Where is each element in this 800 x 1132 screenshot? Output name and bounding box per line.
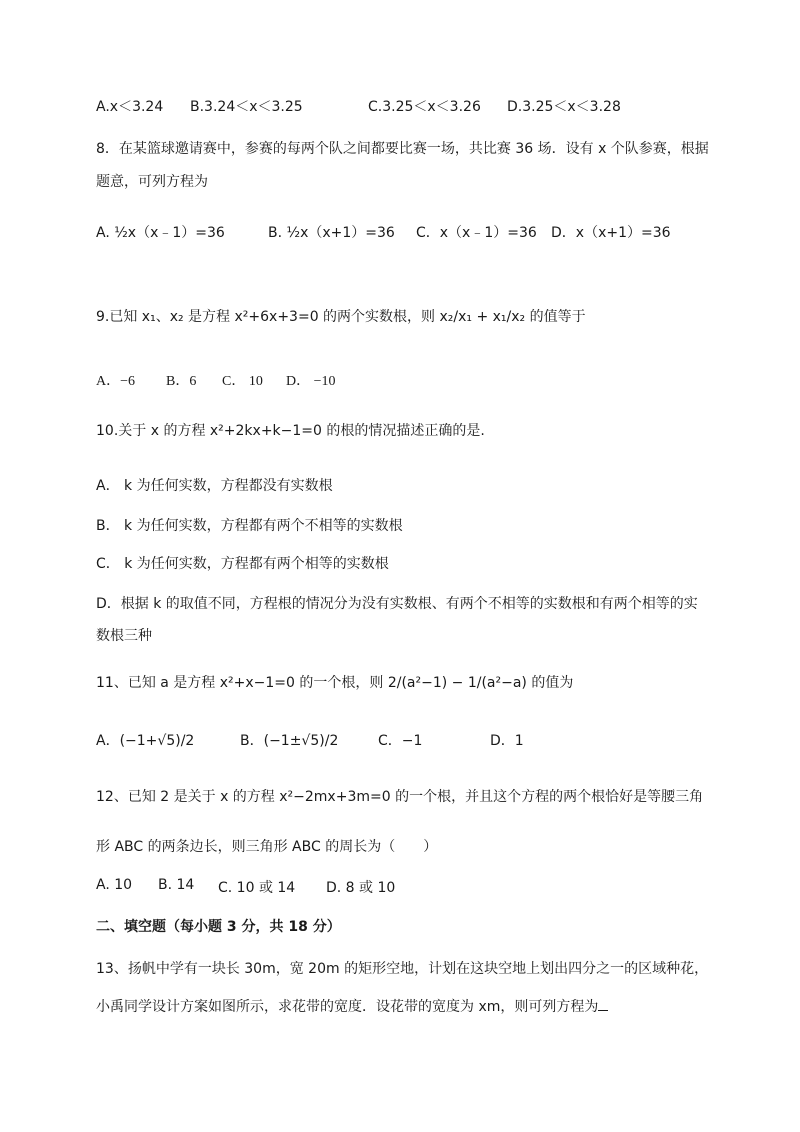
q13-line1: 13、扬帆中学有一块长 30m，宽 20m 的矩形空地，计划在这块空地上划出四分之一的区域种花， — [96, 961, 709, 977]
q13-line2-text: 小禹同学设计方案如图所示，求花带的宽度．设花带的宽度为 xm，则可列方程为 — [96, 999, 599, 1015]
q7-option-b: B.3.24＜x＜3.25 — [190, 99, 303, 115]
q8-option-c: C．x（x﹣1）=36 — [416, 225, 537, 241]
q11-option-a: A．(−1+√5)/2 — [96, 733, 195, 749]
q10-option-c: C． k 为任何实数，方程都有两个相等的实数根 — [96, 556, 389, 572]
q10-option-b: B． k 为任何实数，方程都有两个不相等的实数根 — [96, 518, 403, 534]
q9-option-a: A．−6 — [96, 374, 136, 389]
q7-option-c: C.3.25＜x＜3.26 — [368, 99, 481, 115]
q12-option-d: D. 8 或 10 — [326, 880, 396, 896]
q11-option-b: B．(−1±√5)/2 — [240, 733, 339, 749]
q12-option-b: B. 14 — [158, 877, 195, 893]
q7-option-a: A.x＜3.24 — [96, 99, 164, 115]
q12-option-a: A. 10 — [96, 877, 133, 893]
q13-line2 — [96, 996, 608, 1016]
q8-stem-line1: 8．在某篮球邀请赛中，参赛的每两个队之间都要比赛一场，共比赛 36 场．设有 x 个队参赛，根据 — [96, 141, 709, 157]
q10-option-a: A． k 为任何实数，方程都没有实数根 — [96, 478, 333, 494]
q8-stem-line2: 题意，可列方程为 — [96, 174, 208, 190]
q10-stem: 10.关于 x 的方程 x²+2kx+k−1=0 的根的情况描述正确的是. — [96, 423, 485, 439]
q12-stem-line2: 形 ABC 的两条边长，则三角形 ABC 的周长为（ ） — [96, 839, 438, 855]
q12-option-c: C. 10 或 14 — [218, 880, 296, 896]
q9-option-d: D． −10 — [286, 374, 336, 389]
q7-options — [96, 96, 716, 116]
q11-options — [96, 730, 656, 760]
q8-option-b: B. ½x（x+1）=36 — [268, 225, 395, 241]
q8-option-d: D．x（x+1）=36 — [551, 225, 671, 241]
q11-option-c: C．−1 — [378, 733, 423, 749]
q9-option-b: B．6 — [166, 374, 197, 389]
q12-options — [96, 877, 456, 897]
q9-options — [96, 370, 396, 390]
answer-blank[interactable] — [598, 1010, 608, 1011]
section-title-fill-in: 二、填空题（每小题 3 分，共 18 分） — [96, 919, 341, 935]
q10-option-d-line1: D．根据 k 的取值不同，方程根的情况分为没有实数根、有两个不相等的实数根和有两个相等的实 — [96, 596, 698, 612]
q11-option-d: D．1 — [490, 733, 524, 749]
q12-stem-line1: 12、已知 2 是关于 x 的方程 x²−2mx+3m=0 的一个根，并且这个方程的两个根恰好是等腰三角 — [96, 789, 704, 805]
q11-stem: 11、已知 a 是方程 x²+x−1=0 的一个根，则 2/(a²−1) − 1/(a²−a) 的值为 — [96, 675, 574, 691]
q8-option-a: A. ½x（x﹣1）=36 — [96, 225, 225, 241]
q7-option-d: D.3.25＜x＜3.28 — [507, 99, 621, 115]
q8-options — [96, 222, 716, 252]
q10-option-d-line2: 数根三种 — [96, 628, 152, 644]
q9-option-c: C． 10 — [222, 374, 263, 389]
q9-stem: 9.已知 x₁、x₂ 是方程 x²+6x+3=0 的两个实数根，则 x₂/x₁ + x₁/x₂ 的值等于 — [96, 309, 586, 325]
